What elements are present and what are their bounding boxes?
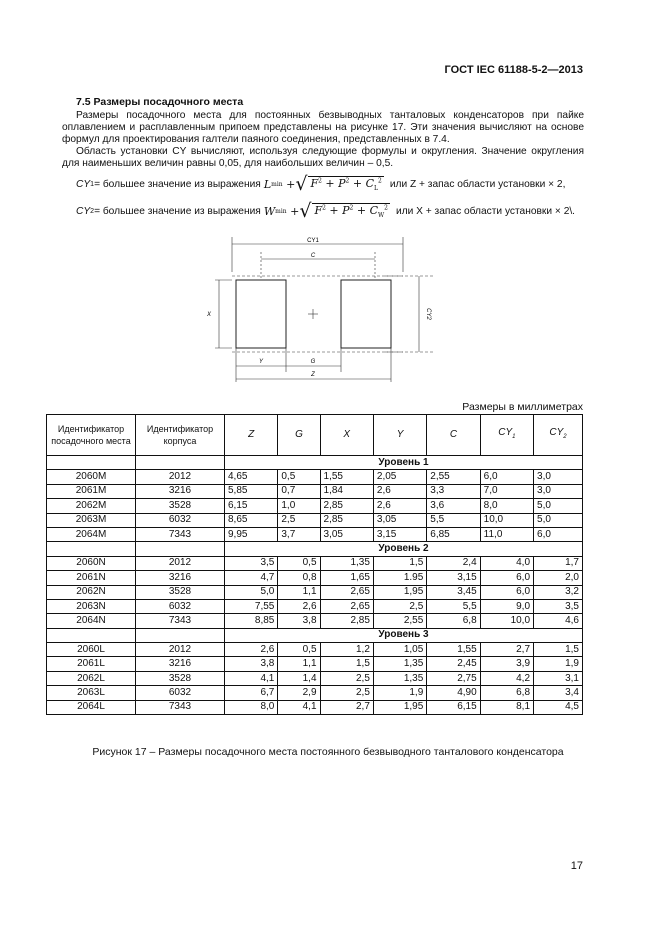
table-cell: 1,0	[278, 499, 320, 513]
table-cell: 6,15	[225, 499, 278, 513]
formula-cy1	[76, 173, 566, 196]
table-cell: 4,7	[225, 571, 278, 585]
table-cell: 2,7	[480, 643, 533, 657]
table-cell: 1,7	[534, 556, 583, 570]
table-cell: 1,55	[320, 470, 373, 484]
col-cy2-label: CY	[549, 427, 564, 438]
table-cell: 3,9	[480, 657, 533, 671]
table-header-row	[47, 415, 583, 456]
table-cell: 2062M	[47, 499, 136, 513]
table-cell: 3,0	[534, 470, 583, 484]
table-cell: 2061M	[47, 484, 136, 498]
table-cell: 3,2	[534, 585, 583, 599]
table-cell: 2064L	[47, 700, 136, 714]
table-cell: 8,0	[480, 499, 533, 513]
level-row	[47, 542, 583, 556]
table-cell: 1,35	[373, 657, 426, 671]
table-cell: 5,0	[225, 585, 278, 599]
col-x: X	[320, 415, 373, 456]
table-cell: 7343	[136, 614, 225, 628]
col-y: Y	[373, 415, 426, 456]
table-cell: 3,0	[534, 484, 583, 498]
table-cell: 3,3	[427, 484, 480, 498]
table-cell: 1,55	[427, 643, 480, 657]
table-row	[47, 614, 583, 628]
col-cy2-sub: 2	[563, 434, 567, 440]
table-cell: 6032	[136, 513, 225, 527]
table-row	[47, 513, 583, 527]
formula-var: CY	[76, 178, 91, 190]
level-empty-cell	[136, 456, 225, 470]
figure-caption: Рисунок 17 – Размеры посадочного места постоянного безвыводного танталового конденсатора	[92, 746, 564, 758]
label-c: C	[310, 253, 316, 259]
level-row	[47, 628, 583, 642]
paragraph-1: Размеры посадочного места для постоянных безвыводных танталовых конденсаторов при пайке оплавлением и расплавленным припоем представлены на рисунке 17. Эти значения вычисляют на основе формул для проектирования галтели паяного соединения, представленных в 7.4.	[62, 110, 584, 145]
units-note: Размеры в миллиметрах	[462, 401, 583, 413]
table-cell: 2,55	[373, 614, 426, 628]
table-cell: 2063M	[47, 513, 136, 527]
table-cell: 10,0	[480, 614, 533, 628]
formula-expression	[263, 173, 384, 196]
eq-plus: +	[352, 177, 363, 190]
table-cell: 2,6	[225, 643, 278, 657]
col-cy1-sub: 1	[512, 434, 516, 440]
document-header: ГОСТ IEC 61188-5-2—2013	[444, 64, 583, 76]
table-cell: 2,5	[373, 599, 426, 613]
table-cell: 4,0	[480, 556, 533, 570]
eq-base: L	[263, 177, 272, 191]
table-cell: 6,7	[225, 686, 278, 700]
table-cell: 1,35	[320, 556, 373, 570]
level-empty-cell	[47, 628, 136, 642]
table-cell: 6,8	[427, 614, 480, 628]
table-cell: 1,5	[373, 556, 426, 570]
table-cell: 5,0	[534, 513, 583, 527]
formula-text: = большее значение из выражения	[94, 205, 261, 217]
table-cell: 4,5	[534, 700, 583, 714]
table-cell: 3,05	[320, 527, 373, 541]
table-row	[47, 527, 583, 541]
sqrt-icon: √	[295, 173, 308, 196]
table-row	[47, 585, 583, 599]
table-cell: 3,1	[534, 671, 583, 685]
table-cell: 3,05	[373, 513, 426, 527]
table-cell: 2062N	[47, 585, 136, 599]
table-cell: 2,9	[278, 686, 320, 700]
table-cell: 8,85	[225, 614, 278, 628]
eq-c: C	[365, 177, 374, 190]
formula-text: = большее значение из выражения	[94, 178, 261, 190]
table-row	[47, 700, 583, 714]
table-cell: 7343	[136, 700, 225, 714]
table-cell: 2,6	[373, 484, 426, 498]
eq-plus: +	[286, 177, 296, 191]
eq-plus: +	[356, 204, 367, 217]
eq-plus: +	[290, 204, 300, 218]
table-row	[47, 657, 583, 671]
table-cell: 6,85	[427, 527, 480, 541]
label-z: Z	[311, 372, 315, 378]
col-land-id: Идентификатор посадочного места	[47, 415, 136, 456]
eq-p: P	[342, 204, 350, 217]
table-cell: 1,95	[373, 700, 426, 714]
table-cell: 2,7	[320, 700, 373, 714]
section-title: 7.5 Размеры посадочного места	[76, 96, 244, 108]
table-cell: 6032	[136, 686, 225, 700]
eq-c-sub: W	[378, 212, 385, 220]
table-cell: 2,65	[320, 585, 373, 599]
col-z: Z	[225, 415, 278, 456]
table-cell: 3216	[136, 657, 225, 671]
table-cell: 6,0	[480, 571, 533, 585]
table-row	[47, 643, 583, 657]
table-cell: 2,85	[320, 499, 373, 513]
level-empty-cell	[47, 542, 136, 556]
level-empty-cell	[47, 456, 136, 470]
land-pad-left	[236, 280, 286, 348]
table-cell: 3216	[136, 571, 225, 585]
table-cell: 3,15	[373, 527, 426, 541]
table-cell: 2,85	[320, 513, 373, 527]
label-cy2: CY2	[425, 308, 431, 320]
table-cell: 2,5	[278, 513, 320, 527]
table-cell: 2,4	[427, 556, 480, 570]
table-cell: 5,85	[225, 484, 278, 498]
table-cell: 1,1	[278, 657, 320, 671]
table-cell: 7,0	[480, 484, 533, 498]
table-cell: 3216	[136, 484, 225, 498]
table-cell: 4,6	[534, 614, 583, 628]
col-cy2	[534, 415, 583, 456]
table-cell: 2,05	[373, 470, 426, 484]
table-cell: 6032	[136, 599, 225, 613]
table-cell: 1,05	[373, 643, 426, 657]
table-row	[47, 671, 583, 685]
table-cell: 2,55	[427, 470, 480, 484]
eq-plus: +	[329, 204, 339, 217]
table-cell: 0,7	[278, 484, 320, 498]
table-cell: 3,7	[278, 527, 320, 541]
formula-sub: 1	[90, 180, 95, 188]
table-row	[47, 686, 583, 700]
formula-sub: 2	[90, 207, 95, 215]
table-cell: 2,6	[373, 499, 426, 513]
col-c: C	[427, 415, 480, 456]
table-cell: 1,9	[373, 686, 426, 700]
table-cell: 10,0	[480, 513, 533, 527]
table-cell: 6,0	[480, 585, 533, 599]
eq-p: P	[338, 177, 346, 190]
table-cell: 2,5	[320, 671, 373, 685]
table-cell: 0,5	[278, 470, 320, 484]
table-cell: 1,35	[373, 671, 426, 685]
land-dimensions-table	[46, 414, 583, 715]
table-cell: 1,95	[373, 585, 426, 599]
table-cell: 3,45	[427, 585, 480, 599]
table-cell: 2,85	[320, 614, 373, 628]
label-g: G	[310, 359, 316, 365]
table-cell: 5,5	[427, 599, 480, 613]
eq-base: W	[263, 204, 276, 218]
table-cell: 0,8	[278, 571, 320, 585]
table-row	[47, 470, 583, 484]
level-row	[47, 456, 583, 470]
table-cell: 2064N	[47, 614, 136, 628]
formula-var: CY	[76, 205, 91, 217]
table-cell: 4,1	[225, 671, 278, 685]
table-cell: 4,2	[480, 671, 533, 685]
table-cell: 2012	[136, 643, 225, 657]
table-cell: 2,45	[427, 657, 480, 671]
table-cell: 2060M	[47, 470, 136, 484]
table-cell: 0,5	[278, 556, 320, 570]
eq-sq: 2	[322, 204, 326, 212]
table-row	[47, 556, 583, 570]
table-cell: 3,6	[427, 499, 480, 513]
table-cell: 3,5	[534, 599, 583, 613]
table-cell: 5,5	[427, 513, 480, 527]
table-cell: 11,0	[480, 527, 533, 541]
label-cy1: CY1	[307, 238, 319, 244]
table-cell: 3,8	[225, 657, 278, 671]
eq-radicand	[312, 203, 390, 219]
table-cell: 7343	[136, 527, 225, 541]
table-cell: 4,90	[427, 686, 480, 700]
eq-radicand	[308, 176, 383, 192]
sqrt-icon: √	[299, 200, 312, 223]
table-cell: 3,15	[427, 571, 480, 585]
table-cell: 1,65	[320, 571, 373, 585]
eq-sq: 2	[384, 204, 388, 212]
table-cell: 6,0	[534, 527, 583, 541]
table-cell: 2012	[136, 556, 225, 570]
level-empty-cell	[136, 542, 225, 556]
col-case-id: Идентификатор корпуса	[136, 415, 225, 456]
table-cell: 3528	[136, 585, 225, 599]
table-cell: 1.95	[373, 571, 426, 585]
table-cell: 2,5	[320, 686, 373, 700]
table-cell: 2012	[136, 470, 225, 484]
table-cell: 8,0	[225, 700, 278, 714]
formula-expression	[263, 200, 390, 223]
eq-sq: 2	[345, 177, 350, 185]
eq-base-sub: min	[271, 180, 283, 188]
table-cell: 1,84	[320, 484, 373, 498]
label-x: X	[206, 312, 212, 318]
table-cell: 2,6	[278, 599, 320, 613]
eq-c-sub: L	[374, 185, 378, 193]
eq-c: C	[369, 204, 378, 217]
table-cell: 1,1	[278, 585, 320, 599]
table-cell: 2,65	[320, 599, 373, 613]
level-label: Уровень 3	[225, 628, 583, 642]
formula-cy2	[76, 200, 576, 223]
table-cell: 2061L	[47, 657, 136, 671]
eq-sq: 2	[318, 177, 322, 185]
table-cell: 3,8	[278, 614, 320, 628]
eq-f: F	[314, 204, 323, 217]
table-cell: 3,4	[534, 686, 583, 700]
level-label: Уровень 2	[225, 542, 583, 556]
land-pattern-diagram	[195, 232, 440, 387]
eq-sq: 2	[377, 177, 382, 185]
table-cell: 1,9	[534, 657, 583, 671]
eq-base-sub: min	[275, 207, 287, 215]
level-empty-cell	[136, 628, 225, 642]
table-cell: 1,2	[320, 643, 373, 657]
table-cell: 8,65	[225, 513, 278, 527]
table-cell: 2064M	[47, 527, 136, 541]
col-cy1	[480, 415, 533, 456]
table-cell: 9,0	[480, 599, 533, 613]
table-cell: 1,5	[534, 643, 583, 657]
table-cell: 8,1	[480, 700, 533, 714]
table-cell: 4,65	[225, 470, 278, 484]
paragraph-2: Область установки CY вычисляют, используя следующие формулы и округления. Значение округления для наименьших величин равны 0,05, для наибольших величин – 0,5.	[62, 146, 584, 169]
col-g: G	[278, 415, 320, 456]
table-cell: 2,75	[427, 671, 480, 685]
table-cell: 7,55	[225, 599, 278, 613]
table-cell: 3528	[136, 499, 225, 513]
table-cell: 3,5	[225, 556, 278, 570]
eq-f: F	[310, 177, 319, 190]
table-cell: 2060L	[47, 643, 136, 657]
formula-suffix: или X + запас области установки × 2\.	[396, 205, 576, 217]
table-cell: 2060N	[47, 556, 136, 570]
table-cell: 6,0	[480, 470, 533, 484]
table-cell: 6,8	[480, 686, 533, 700]
level-label: Уровень 1	[225, 456, 583, 470]
table-cell: 1,5	[320, 657, 373, 671]
land-pad-right	[341, 280, 391, 348]
table-cell: 3528	[136, 671, 225, 685]
table-cell: 2063L	[47, 686, 136, 700]
eq-plus: +	[325, 177, 335, 190]
table-row	[47, 484, 583, 498]
table-cell: 2063N	[47, 599, 136, 613]
table-row	[47, 499, 583, 513]
col-cy1-label: CY	[498, 427, 513, 438]
eq-sq: 2	[349, 204, 354, 212]
table-cell: 6,15	[427, 700, 480, 714]
table-cell: 2,0	[534, 571, 583, 585]
table-cell: 1,4	[278, 671, 320, 685]
table-cell: 9,95	[225, 527, 278, 541]
table-cell: 2062L	[47, 671, 136, 685]
table-cell: 4,1	[278, 700, 320, 714]
page-number: 17	[570, 860, 583, 872]
table-row	[47, 599, 583, 613]
formula-suffix: или Z + запас области установки × 2,	[389, 178, 566, 190]
table-cell: 0,5	[278, 643, 320, 657]
label-y: Y	[258, 359, 264, 365]
table-row	[47, 571, 583, 585]
table-cell: 2061N	[47, 571, 136, 585]
table-cell: 5,0	[534, 499, 583, 513]
